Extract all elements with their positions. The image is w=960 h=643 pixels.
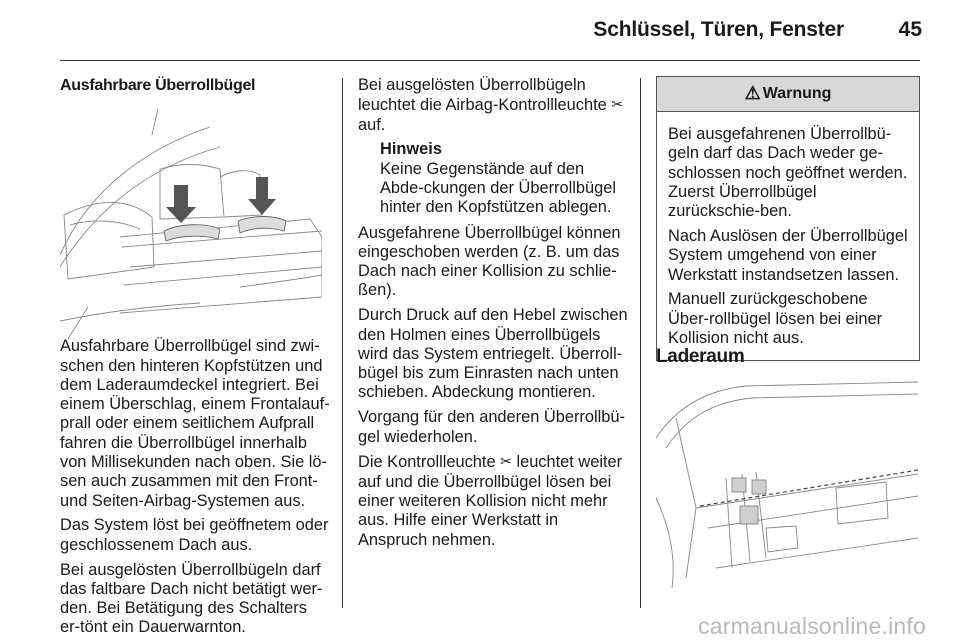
middle-paragraph-1 (358, 76, 628, 135)
cargo-compartment-illustration (656, 378, 918, 588)
section-title-rollover: Ausfahrbare Überrollbügel (60, 77, 256, 94)
middle-paragraph-5-start: Die Kontrollleuchte (358, 453, 496, 472)
rollover-paragraph-3: Bei ausgelösten Überrollbügeln darf das faltbare Dach nicht betätigt wer-den. Bei Betätigung des Schalters er-tönt ein Dauerwarnton. (60, 560, 323, 637)
rollover-bar-illustration (60, 107, 322, 339)
warning-paragraph-3: Manuell zurückgeschobene Über-rollbügel lösen bei einer Kollision nicht aus. (668, 290, 883, 347)
middle-paragraph-5-end: leuchtet weiter auf und die Überrollbügel lösen bei einer weiteren Kollision nicht mehr aus. Hilfe einer Werkstatt in Anspruch nehmen. (358, 453, 623, 549)
middle-paragraph-1-end: auf. (358, 115, 386, 134)
warning-body (657, 112, 919, 360)
cargo-figure (656, 378, 918, 588)
rollover-paragraph-1: Ausfahrbare Überrollbügel sind zwi-schen den hinteren Kopfstützen und dem Laderaumdeckel integriert. Bei einem Überschlag, einem Frontalauf-prall oder einem seitlichem Aufprall fahren die Überrollbügel innerhalb von Millisekunden nach oben. Sie lö-sen auch zusammen mit den Front-und Seiten-Airbag-Systemen aus. (60, 337, 330, 510)
middle-paragraph-1-text: Bei ausgelösten Überrollbügeln leuchtet die Airbag-Kontrollleuchte (358, 76, 607, 115)
middle-paragraph-5 (358, 452, 628, 549)
warning-paragraph-2: Nach Auslösen der Überrollbügel System umgehend von einer Werkstatt instandsetzen lassen. (668, 226, 908, 284)
rollover-bar-figure (60, 107, 322, 337)
middle-paragraph-4: Vorgang für den anderen Überrollbü-gel wiederholen. (358, 408, 625, 446)
warning-title: Warnung (762, 85, 832, 103)
header-title: Schlüssel, Türen, Fenster (593, 18, 844, 41)
note-title: Hinweis (380, 140, 442, 159)
page-number: 45 (898, 18, 922, 41)
column-divider-left (342, 78, 343, 608)
warning-triangle-icon: ⚠ (744, 83, 761, 104)
note-text: Keine Gegenstände auf den Abde-ckungen der Überrollbügel hinter den Kopfstützen ablegen. (380, 159, 616, 217)
middle-column (358, 76, 628, 555)
watermark: carmanualsonline.info (698, 613, 926, 639)
warning-box (656, 76, 920, 361)
warning-header (657, 77, 919, 112)
rollover-paragraph-2: Das System löst bei geöffnetem oder geschlossenem Dach aus. (60, 516, 329, 554)
left-column (60, 76, 330, 643)
column-divider-right (640, 78, 641, 608)
middle-paragraph-3: Durch Druck auf den Hebel zwischen den Holmen eines Überrollbügels wird das System entriegelt. Überroll-bügel bis zum Einrasten nach unten schieben. Abdeckung montieren. (358, 306, 628, 402)
header-rule (60, 60, 920, 61)
airbag-warning-light-icon: ✂ (611, 96, 624, 113)
airbag-warning-light-icon: ✂ (500, 453, 512, 470)
middle-paragraph-2: Ausgefahrene Überrollbügel können eingeschoben werden (z. B. um das Dach nach einer Kollision zu schlie-ßen). (358, 223, 621, 300)
note-block (358, 140, 628, 217)
warning-paragraph-1: Bei ausgefahrenen Überrollbü-geln darf das Dach weder ge-schlossen noch geöffnet werden. Zuerst Überrollbügel zurückschie-ben. (668, 125, 908, 221)
section-heading-laderaum: Laderaum (656, 346, 745, 367)
